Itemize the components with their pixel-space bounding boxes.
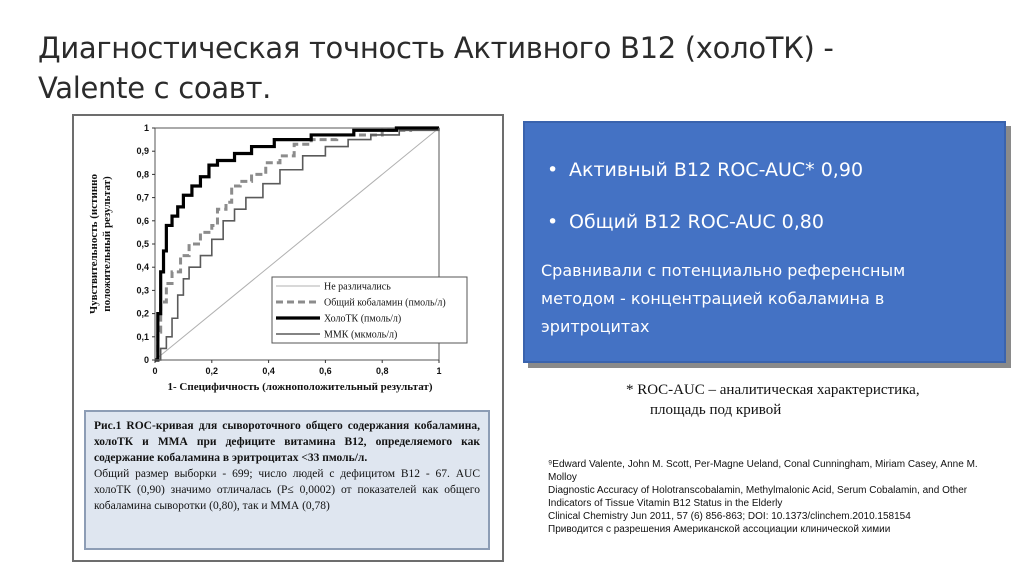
legend-label: Общий кобаламин (пмоль/л) <box>324 297 446 309</box>
y-axis-label-line-1: Чувствительность (истинно <box>88 174 100 314</box>
callout-paragraph: Сравнивали с потенциально референсным методом - концентрацией кобаламина в эритроцитах <box>541 261 906 336</box>
bullet-dot-icon: • <box>547 211 559 233</box>
footnote <box>626 380 1006 420</box>
legend-label: Не различались <box>324 281 391 293</box>
y-axis-label <box>88 174 113 314</box>
roc-chart <box>74 116 502 406</box>
citation <box>548 458 1008 536</box>
x-tick-label: 0,8 <box>375 366 389 376</box>
y-tick-label: 0,7 <box>136 192 149 203</box>
bullet-total-b12-text: Общий В12 ROC-AUC 0,80 <box>569 211 824 233</box>
citation-authors: ⁹Edward Valente, John M. Scott, Per-Magne Ueland, Conal Cunningham, Miriam Casey, Anne M. Molloy <box>548 459 978 483</box>
caption-normal-text: Общий размер выборки - 699; число людей с дефицитом В12 - 67. AUC холоТК (0,90) значимо отличалась (P≤ 0,0002) от показателей как общего кобаламина сыворотки (0,80), так и ММА (0,78) <box>94 468 480 512</box>
roc-chart-svg <box>74 116 502 406</box>
legend <box>272 277 467 343</box>
y-tick-label: 0,5 <box>136 239 149 249</box>
citation-title: Diagnostic Accuracy of Holotranscobalamin, Methylmalonic Acid, Serum Cobalamin, and Other Indicators of Tissue Vitamin B12 Status in the Elderly <box>548 485 968 509</box>
y-tick-label: 0 <box>143 355 149 365</box>
bullet-total-b12 <box>547 210 824 234</box>
footnote-line-1: * ROC-AUC – аналитическая характеристика, <box>626 382 920 398</box>
x-axis-label: 1- Специфичность (ложноположительный результат) <box>167 381 433 393</box>
bullet-active-b12 <box>547 158 863 182</box>
citation-journal: Clinical Chemistry Jun 2011, 57 (6) 856-863; DOI: 10.1373/clinchem.2010.158154 <box>548 511 911 522</box>
y-tick-label: 0,2 <box>136 308 149 319</box>
legend-label: ХолоТК (пмоль/л) <box>324 313 402 325</box>
bullet-active-b12-text: Активный В12 ROC-AUC* 0,90 <box>569 159 864 181</box>
figure-caption <box>84 410 490 550</box>
x-tick-label: 0,4 <box>262 366 275 376</box>
title-line-2: Valente с соавт. <box>38 71 272 105</box>
title-line-1: Диагностическая точность Активного В12 (холоТК) - <box>38 31 834 65</box>
x-tick-label: 1 <box>436 366 442 376</box>
y-tick-label: 1 <box>143 123 149 133</box>
y-tick-label: 0,6 <box>136 215 149 226</box>
y-axis-label-line-2: положительный результат) <box>101 176 113 312</box>
x-tick-label: 0,6 <box>319 366 332 376</box>
x-tick-label: 0,2 <box>205 366 219 376</box>
citation-permission: Приводится с разрешения Американской ассоциации клинической химии <box>548 524 891 535</box>
results-callout <box>523 121 1006 363</box>
y-tick-label: 0,9 <box>136 146 149 157</box>
bullet-dot-icon: • <box>547 159 559 181</box>
legend-label: ММК (мкмоль/л) <box>324 329 398 341</box>
figure-frame <box>72 114 504 562</box>
y-tick-label: 0,3 <box>136 285 149 296</box>
caption-bold-text: Рис.1 ROC-кривая для сывороточного общего содержания кобаламина, холоТК и ММА при дефиците витамина В12, определяемого как содержание кобаламина в эритроцитах <33 пмоль/л. <box>94 420 480 464</box>
y-tick-label: 0,4 <box>136 262 149 273</box>
y-tick-label: 0,1 <box>136 331 149 342</box>
slide-title <box>38 28 938 108</box>
footnote-line-2: площадь под кривой <box>650 402 782 418</box>
x-tick-label: 0 <box>152 366 158 376</box>
y-tick-label: 0,8 <box>136 169 149 180</box>
